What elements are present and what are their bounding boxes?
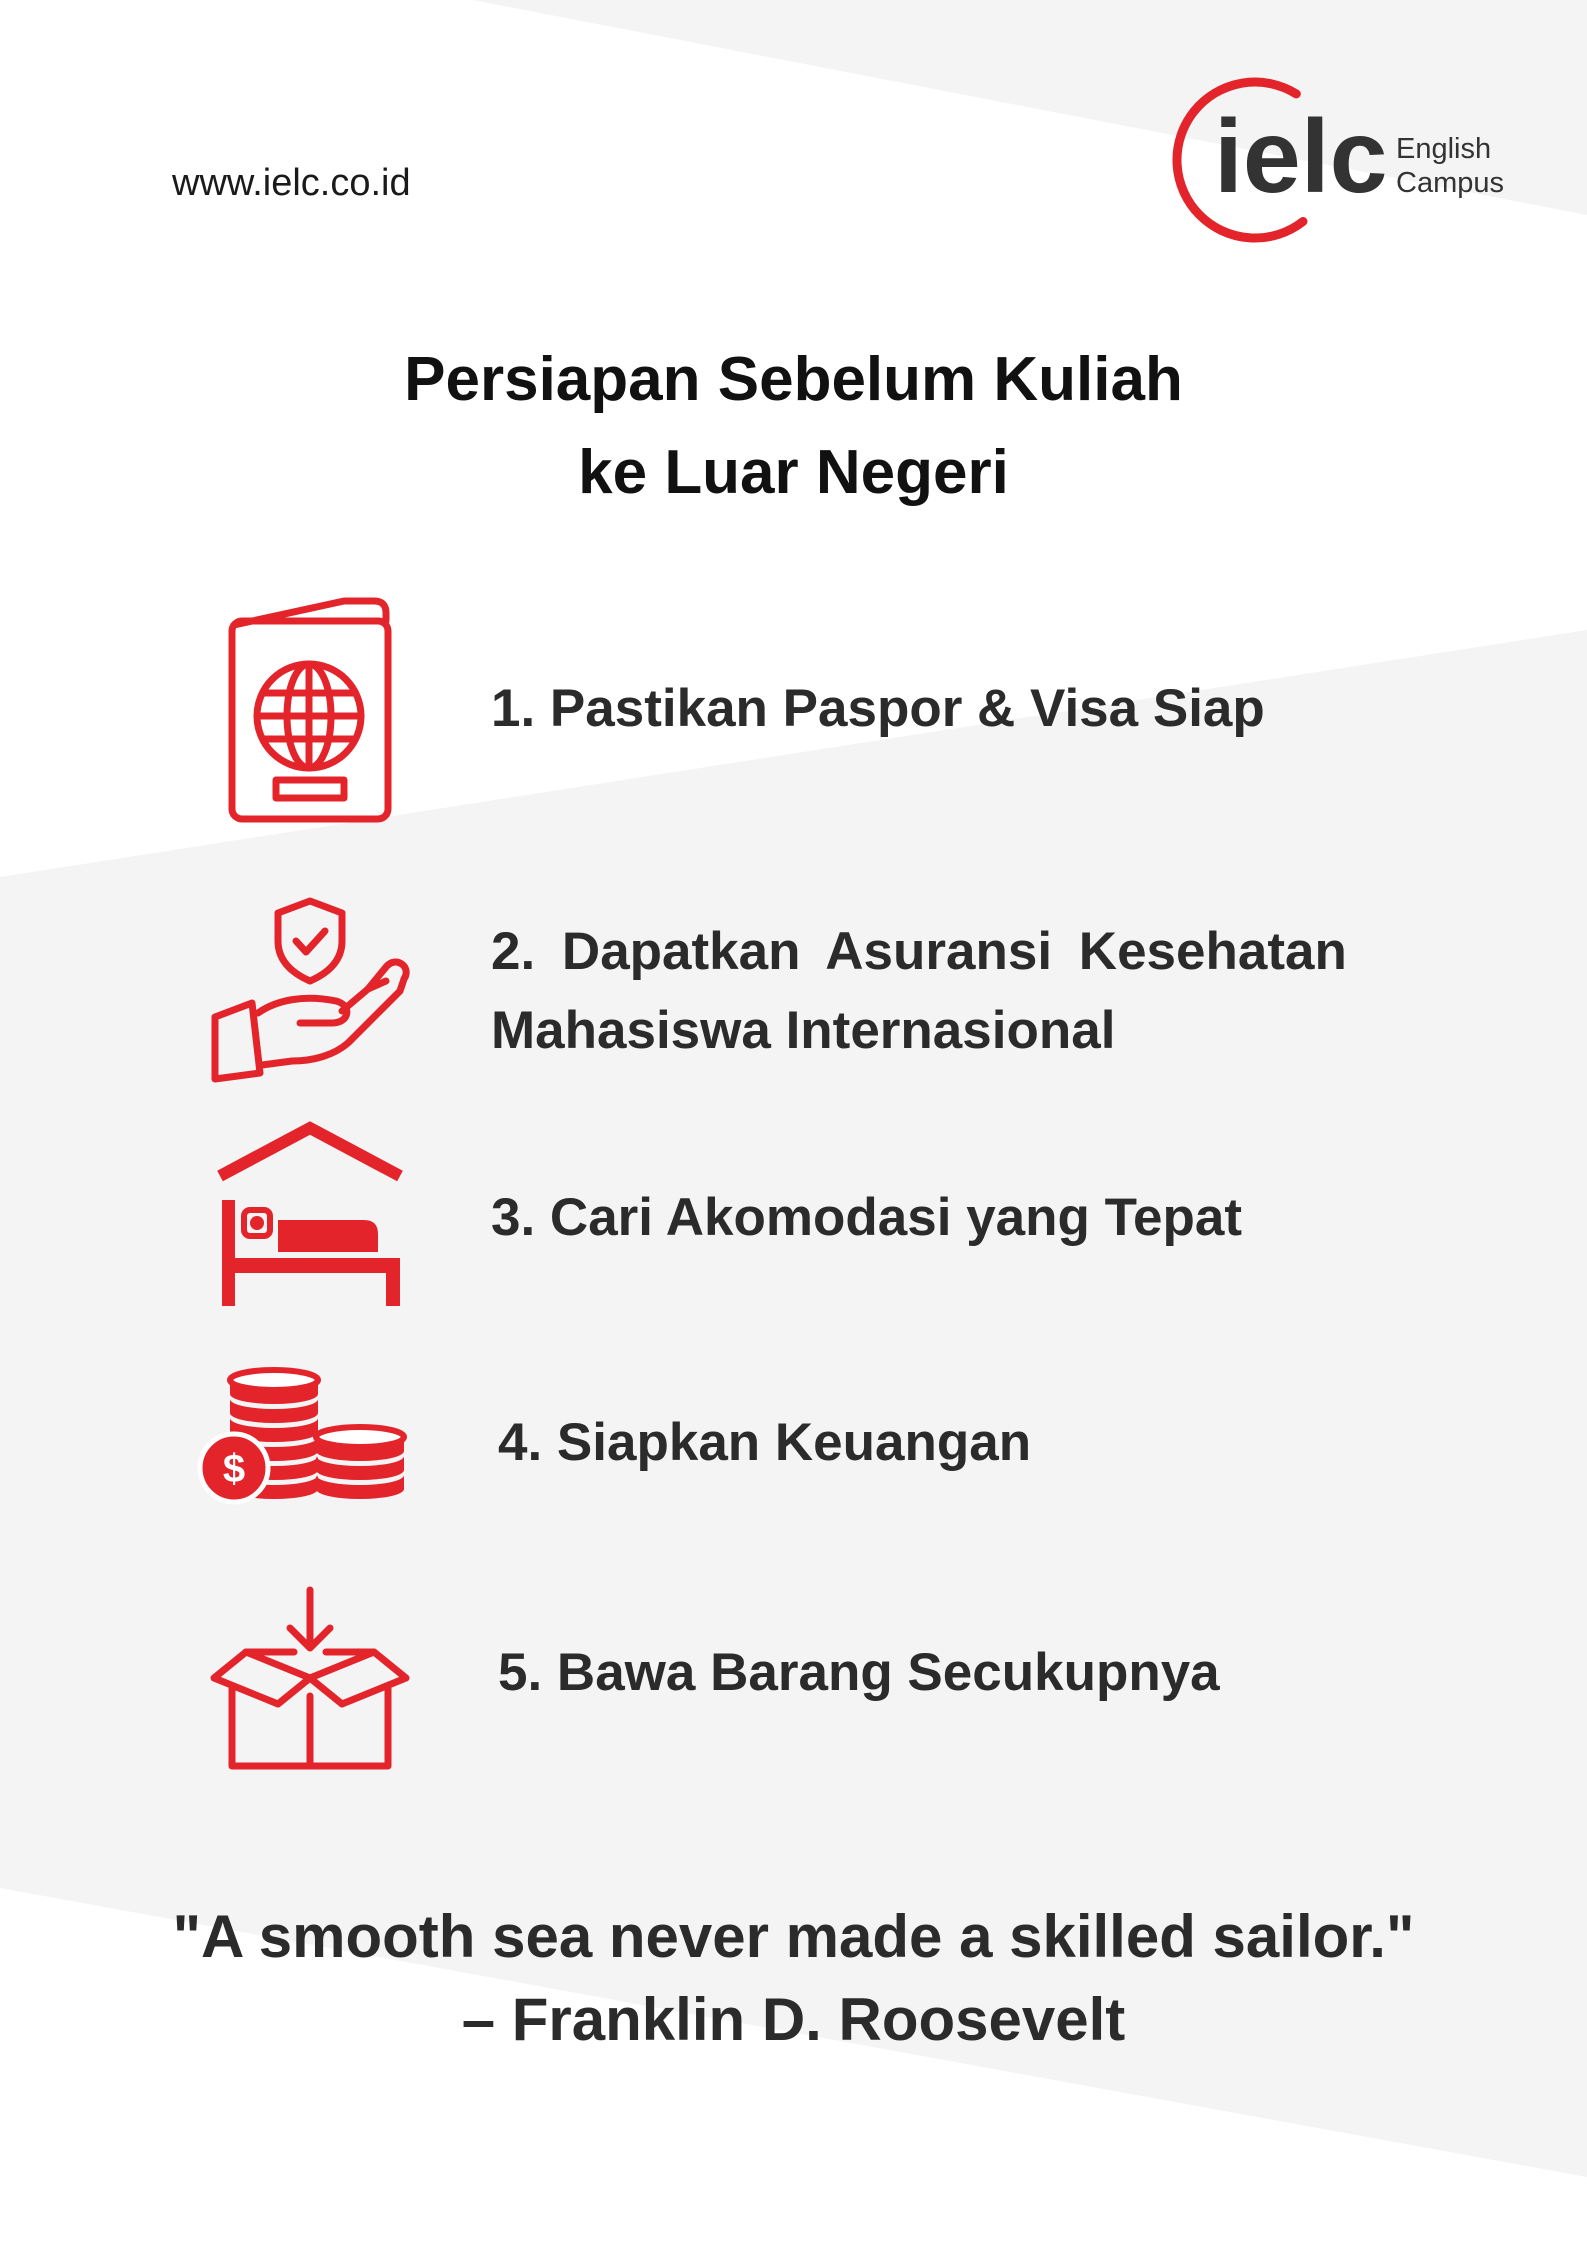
step-5-label: 5. Bawa Barang Secukupnya (498, 1643, 1220, 1702)
website-url: www.ielc.co.id (172, 162, 411, 204)
step-3-label: 3. Cari Akomodasi yang Tepat (491, 1188, 1243, 1247)
quote-author: – Franklin D. Roosevelt (461, 1986, 1126, 2053)
quote-text: "A smooth sea never made a skilled sailor." (172, 1903, 1415, 1970)
step-1-label: 1. Pastikan Paspor & Visa Siap (491, 679, 1265, 738)
dollar-sign-icon: $ (222, 1447, 246, 1491)
step-4-label: 4. Siapkan Keuangan (498, 1413, 1032, 1472)
passport-icon (226, 595, 396, 827)
logo-tagline-english: English (1396, 133, 1492, 165)
health-insurance-icon (208, 895, 413, 1085)
page-title-line-1: Persiapan Sebelum Kuliah (404, 345, 1183, 414)
box-icon (210, 1586, 410, 1774)
step-2-label-line-2: Mahasiswa Internasional (491, 1001, 1116, 1060)
coins-icon (194, 1368, 408, 1510)
ielc-logo (1168, 76, 1538, 248)
page-title-line-2: ke Luar Negeri (578, 438, 1009, 507)
logo-tagline-campus: Campus (1396, 167, 1504, 199)
step-2-label-line-1: 2. Dapatkan Asuransi Kesehatan (491, 922, 1347, 981)
accommodation-icon (214, 1120, 406, 1310)
logo-wordmark: ielc (1214, 99, 1388, 215)
